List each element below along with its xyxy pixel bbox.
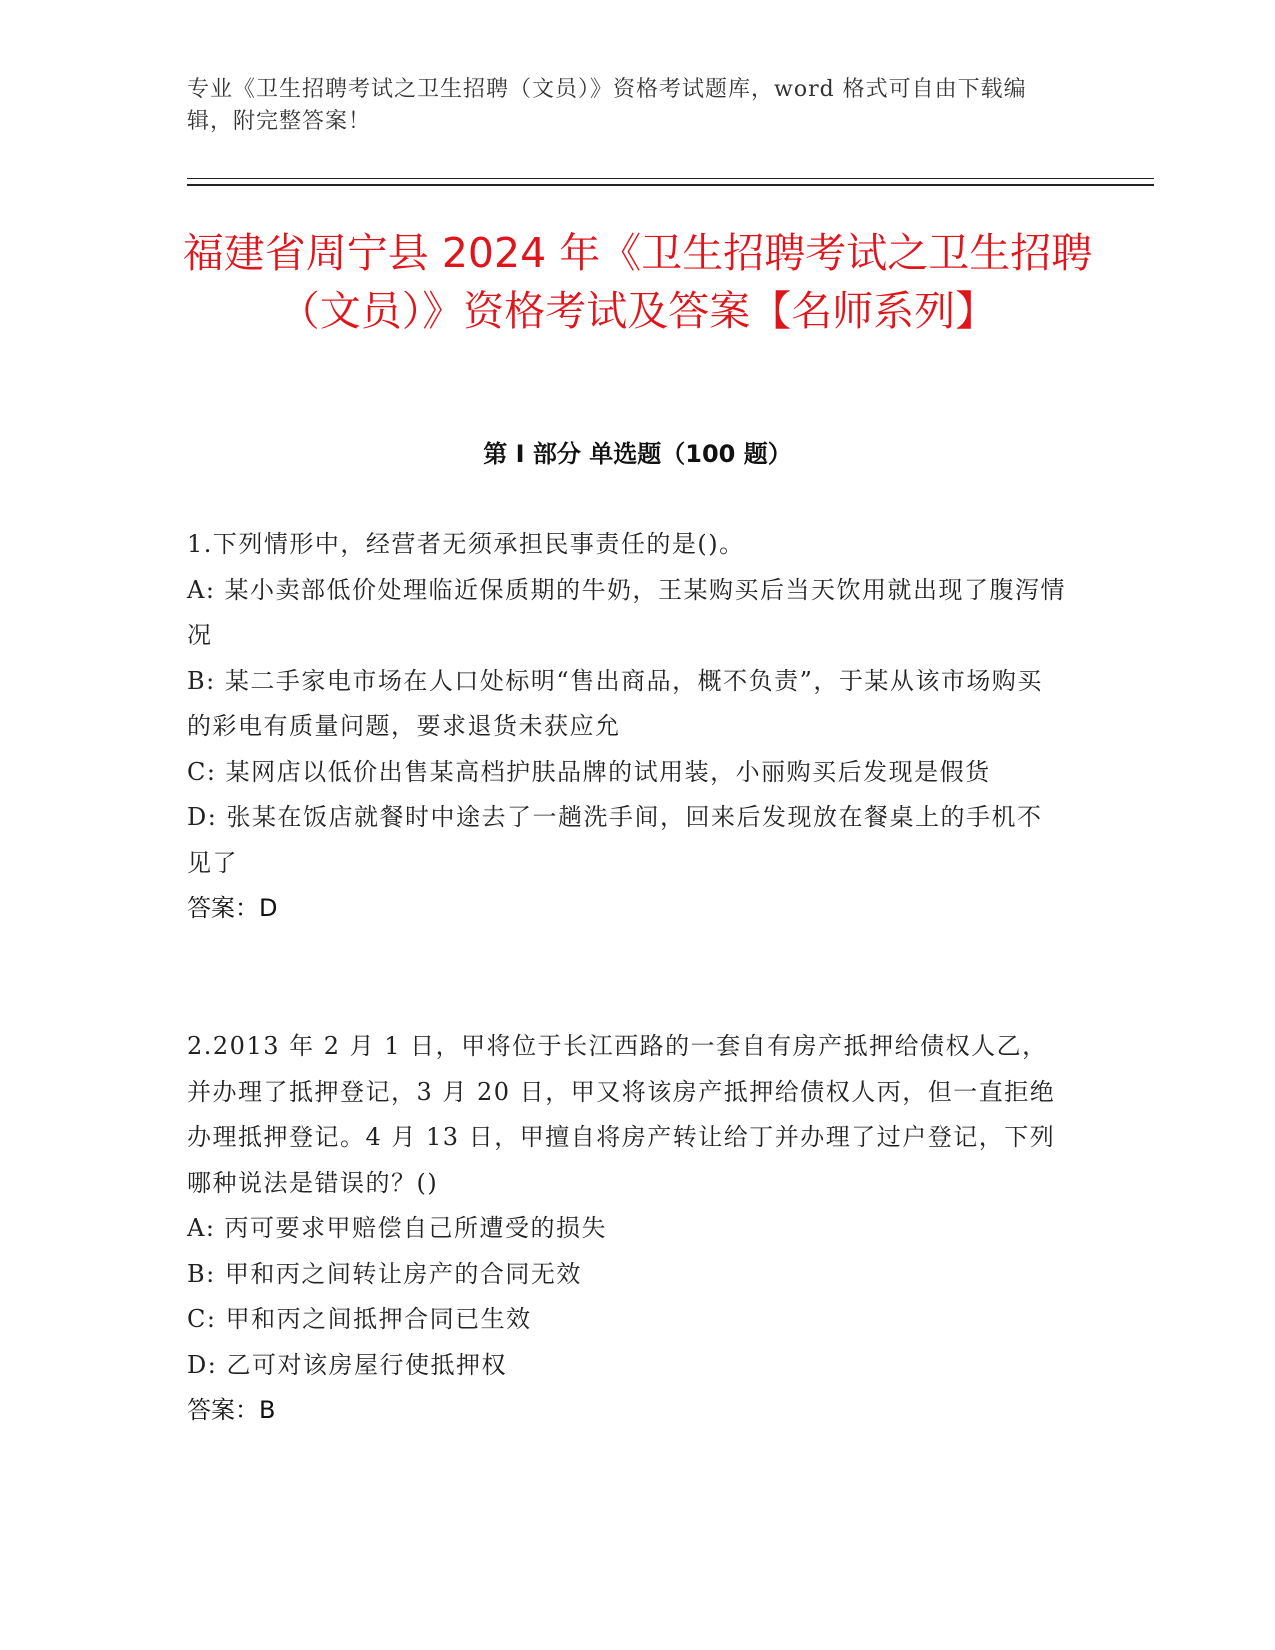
header-divider-thin bbox=[187, 178, 1154, 179]
header-divider-thick bbox=[187, 184, 1154, 186]
page-header-note: 专业《卫生招聘考试之卫生招聘（文员）》资格考试题库，word 格式可自由下载编辑，附完整答案！ bbox=[187, 77, 1027, 134]
question-stem: 1.下列情形中，经营者无须承担民事责任的是()。 bbox=[187, 530, 745, 558]
section-heading: 第 I 部分 单选题（100 题） bbox=[483, 440, 792, 468]
option-d: D: 张某在饭店就餐时中途去了一趟洗手间，回来后发现放在餐桌上的手机不见了 bbox=[187, 803, 1043, 877]
document-title: 福建省周宁县 2024 年《卫生招聘考试之卫生招聘（文员）》资格考试及答案【名师系列】 bbox=[182, 229, 1093, 335]
answer-line: 答案：D bbox=[187, 894, 278, 922]
option-d: D: 乙可对该房屋行使抵押权 bbox=[187, 1350, 507, 1379]
option-b: B: 甲和丙之间转让房产的合同无效 bbox=[187, 1259, 582, 1288]
option-c: C: 某网店以低价出售某高档护肤品牌的试用装，小丽购买后发现是假货 bbox=[187, 757, 991, 786]
question-2 bbox=[187, 1024, 1067, 1434]
answer-line: 答案：B bbox=[187, 1396, 276, 1424]
question-1 bbox=[187, 522, 1067, 932]
option-a: A: 丙可要求甲赔偿自己所遭受的损失 bbox=[187, 1214, 608, 1242]
option-c: C: 甲和丙之间抵押合同已生效 bbox=[187, 1305, 532, 1333]
option-a: A: 某小卖部低价处理临近保质期的牛奶，王某购买后当天饮用就出现了腹泻情况 bbox=[187, 575, 1067, 649]
question-stem: 2.2013 年 2 月 1 日，甲将位于长江西路的一套自有房产抵押给债权人乙，并办理了抵押登记，3 月 20 日，甲又将该房产抵押给债权人丙，但一直拒绝办理抵押登记。4 月 13 日，甲擅自将房产转让给丁并办理了过户登记，下列哪种说法是错误的？() bbox=[187, 1032, 1056, 1197]
option-b: B: 某二手家电市场在人口处标明“售出商品，概不负责”，于某从该市场购买的彩电有质量问题，要求退货未获应允 bbox=[187, 666, 1043, 740]
